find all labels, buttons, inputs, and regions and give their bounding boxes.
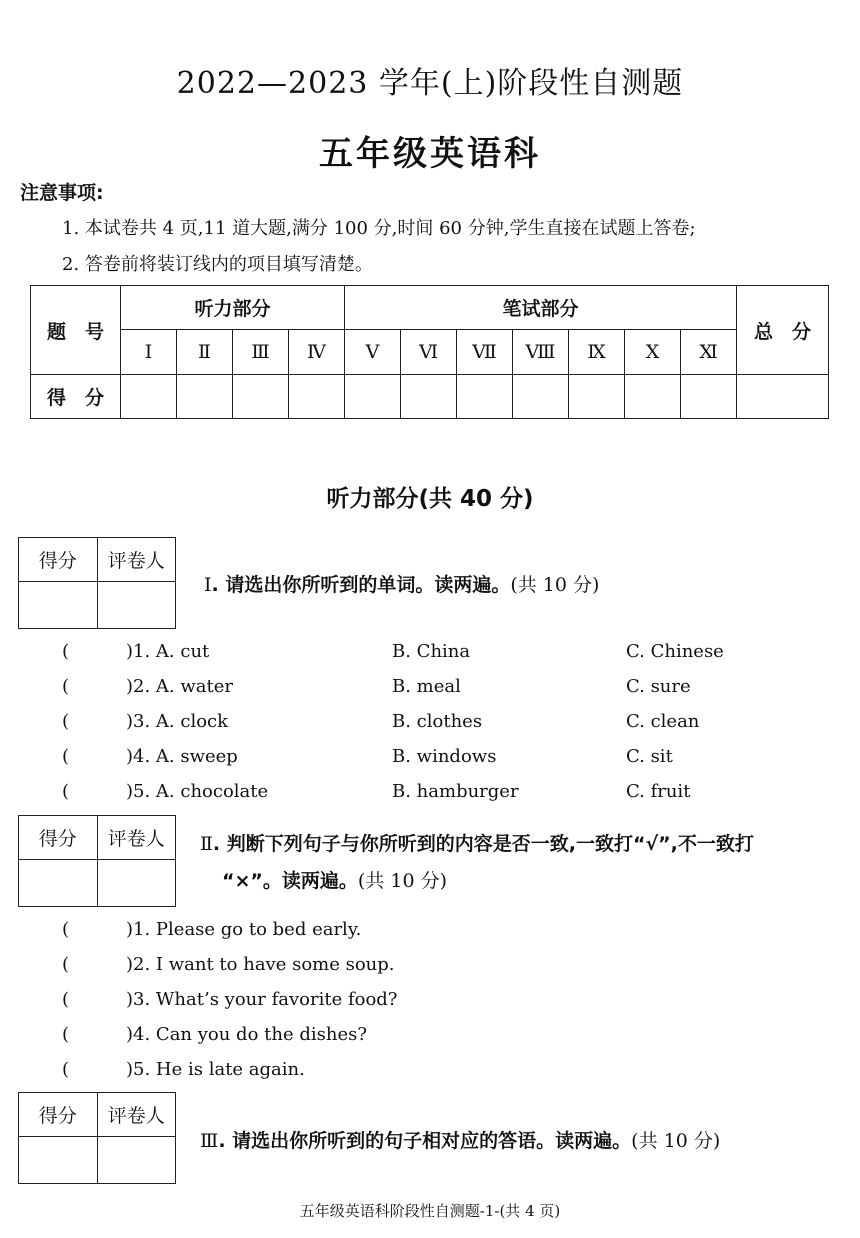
answer-blank[interactable]: ( bbox=[62, 1024, 70, 1045]
grader-box-1 bbox=[18, 537, 176, 629]
listening-header: 听力部分 bbox=[121, 286, 345, 330]
option-a: )3. A. clock bbox=[126, 711, 229, 732]
answer-blank[interactable]: ( bbox=[62, 781, 70, 802]
grader-box-grader-label: 评卷人 bbox=[97, 1093, 176, 1137]
list-item bbox=[62, 954, 122, 975]
grader-box-score-label: 得分 bbox=[19, 1093, 98, 1137]
exam-subject: 五年级英语科 bbox=[319, 134, 541, 174]
answer-blank[interactable]: ( bbox=[62, 676, 70, 697]
statement: )2. I want to have some soup. bbox=[126, 954, 395, 975]
page-footer: 五年级英语科阶段性自测题-1-(共 4 页) bbox=[299, 1202, 561, 1220]
numeral-10: Ⅹ bbox=[625, 330, 681, 375]
total-header: 总 分 bbox=[737, 286, 829, 375]
option-c: C. clean bbox=[626, 711, 700, 732]
grader-box-score-field[interactable] bbox=[19, 1137, 98, 1184]
list-item bbox=[62, 676, 122, 697]
numeral-5: Ⅴ bbox=[345, 330, 401, 375]
part3-instruction bbox=[200, 1126, 720, 1153]
score-cell[interactable] bbox=[569, 375, 625, 419]
numeral-11: Ⅺ bbox=[681, 330, 737, 375]
part1-points: (共 10 分) bbox=[510, 574, 600, 596]
option-c: C. fruit bbox=[626, 781, 691, 802]
numeral-9: Ⅸ bbox=[569, 330, 625, 375]
score-cell[interactable] bbox=[681, 375, 737, 419]
list-item bbox=[62, 989, 122, 1010]
list-item bbox=[62, 711, 122, 732]
score-cell[interactable] bbox=[233, 375, 289, 419]
part2-points: (共 10 分) bbox=[357, 870, 447, 892]
statement: )1. Please go to bed early. bbox=[126, 919, 362, 940]
notice-item-2: 2. 答卷前将装订线内的项目填写清楚。 bbox=[62, 254, 373, 275]
grader-box-score-label: 得分 bbox=[19, 816, 98, 860]
statement: )4. Can you do the dishes? bbox=[126, 1024, 367, 1045]
answer-blank[interactable]: ( bbox=[62, 954, 70, 975]
score-cell[interactable] bbox=[625, 375, 681, 419]
part3-points: (共 10 分) bbox=[631, 1130, 721, 1152]
option-b: B. hamburger bbox=[392, 781, 519, 802]
grader-box-grader-field[interactable] bbox=[97, 1137, 176, 1184]
score-cell[interactable] bbox=[177, 375, 233, 419]
option-b: B. meal bbox=[392, 676, 461, 697]
grader-box-score-field[interactable] bbox=[19, 582, 98, 629]
exam-title: 2022—2023 学年(上)阶段性自测题 bbox=[176, 66, 684, 101]
answer-blank[interactable]: ( bbox=[62, 746, 70, 767]
total-score-cell[interactable] bbox=[737, 375, 829, 419]
numeral-3: Ⅲ bbox=[233, 330, 289, 375]
option-c: C. sure bbox=[626, 676, 691, 697]
part1-roman: Ⅰ bbox=[204, 574, 212, 596]
score-cell[interactable] bbox=[513, 375, 569, 419]
list-item bbox=[62, 746, 122, 767]
answer-blank[interactable]: ( bbox=[62, 919, 70, 940]
grader-box-grader-label: 评卷人 bbox=[97, 538, 176, 582]
option-b: B. windows bbox=[392, 746, 497, 767]
part2-instruction-line2 bbox=[222, 866, 447, 893]
notice-heading: 注意事项: bbox=[20, 182, 104, 204]
numeral-1: Ⅰ bbox=[121, 330, 177, 375]
score-cell[interactable] bbox=[345, 375, 401, 419]
answer-blank[interactable]: ( bbox=[62, 711, 70, 732]
part2-instruction bbox=[200, 829, 754, 856]
list-item bbox=[62, 781, 122, 802]
notice-item-1: 1. 本试卷共 4 页,11 道大题,满分 100 分,时间 60 分钟,学生直接在试题上答卷; bbox=[62, 218, 696, 239]
list-item bbox=[62, 919, 122, 940]
grader-box-3 bbox=[18, 1092, 176, 1184]
part2-instruction-text-1: . 判断下列句子与你所听到的内容是否一致,一致打“√”,不一致打 bbox=[212, 833, 754, 855]
part2-instruction-text-2: “×”。读两遍。 bbox=[222, 870, 358, 892]
part3-instruction-text: . 请选出你所听到的句子相对应的答语。读两遍。 bbox=[218, 1130, 632, 1152]
section-title: 听力部分(共 40 分) bbox=[326, 486, 534, 512]
list-item bbox=[62, 641, 122, 662]
option-c: C. Chinese bbox=[626, 641, 724, 662]
option-b: B. clothes bbox=[392, 711, 483, 732]
grader-box-2 bbox=[18, 815, 176, 907]
written-header: 笔试部分 bbox=[345, 286, 737, 330]
grader-box-score-field[interactable] bbox=[19, 860, 98, 907]
answer-blank[interactable]: ( bbox=[62, 989, 70, 1010]
score-cell[interactable] bbox=[457, 375, 513, 419]
score-table bbox=[30, 285, 829, 419]
row-label-question-number: 题 号 bbox=[31, 286, 121, 375]
numeral-2: Ⅱ bbox=[177, 330, 233, 375]
grader-box-grader-field[interactable] bbox=[97, 860, 176, 907]
row-label-score: 得 分 bbox=[31, 375, 121, 419]
option-a: )4. A. sweep bbox=[126, 746, 238, 767]
part2-roman: Ⅱ bbox=[200, 833, 213, 855]
option-a: )2. A. water bbox=[126, 676, 233, 697]
numeral-7: Ⅶ bbox=[457, 330, 513, 375]
answer-blank[interactable]: ( bbox=[62, 641, 70, 662]
option-c: C. sit bbox=[626, 746, 673, 767]
score-cell[interactable] bbox=[401, 375, 457, 419]
part3-roman: Ⅲ bbox=[200, 1130, 219, 1152]
statement: )3. What’s your favorite food? bbox=[126, 989, 398, 1010]
score-cell[interactable] bbox=[121, 375, 177, 419]
list-item bbox=[62, 1024, 122, 1045]
part1-instruction-text: . 请选出你所听到的单词。读两遍。 bbox=[211, 574, 511, 596]
score-cell[interactable] bbox=[289, 375, 345, 419]
numeral-6: Ⅵ bbox=[401, 330, 457, 375]
grader-box-grader-field[interactable] bbox=[97, 582, 176, 629]
part1-instruction bbox=[204, 570, 599, 597]
list-item bbox=[62, 1059, 122, 1080]
option-b: B. China bbox=[392, 641, 471, 662]
option-a: )1. A. cut bbox=[126, 641, 210, 662]
statement: )5. He is late again. bbox=[126, 1059, 305, 1080]
numeral-4: Ⅳ bbox=[289, 330, 345, 375]
grader-box-grader-label: 评卷人 bbox=[97, 816, 176, 860]
option-a: )5. A. chocolate bbox=[126, 781, 269, 802]
grader-box-score-label: 得分 bbox=[19, 538, 98, 582]
answer-blank[interactable]: ( bbox=[62, 1059, 70, 1080]
numeral-8: Ⅷ bbox=[513, 330, 569, 375]
